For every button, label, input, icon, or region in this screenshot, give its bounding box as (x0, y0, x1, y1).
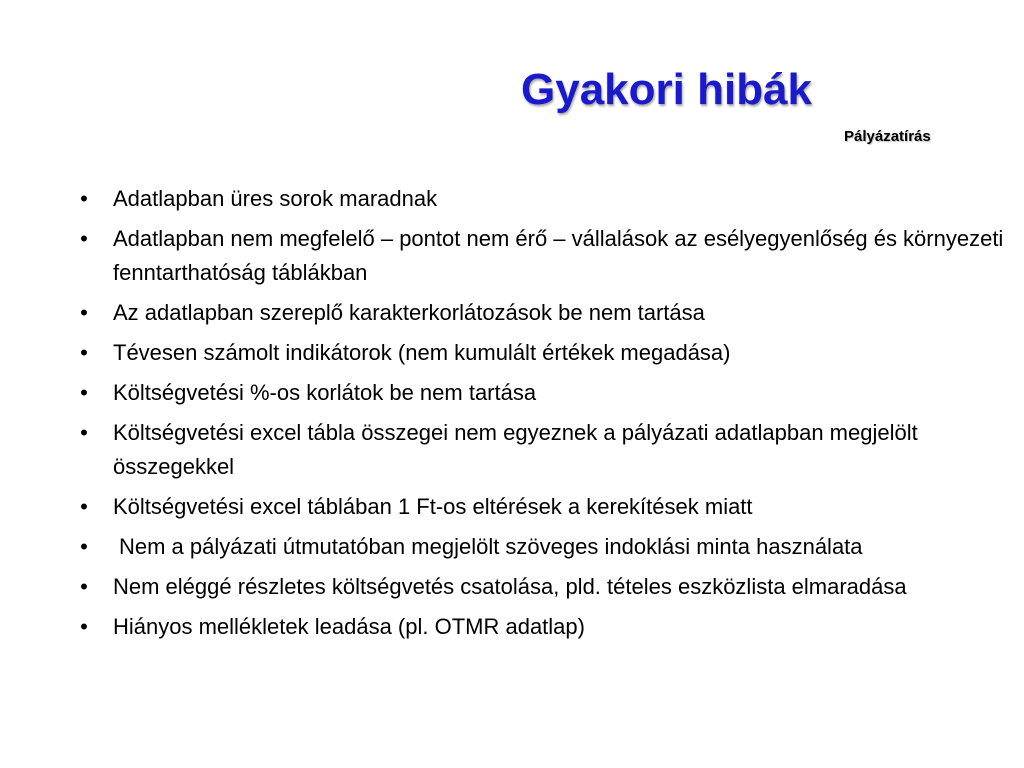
list-item (0, 222, 1024, 290)
list-item (0, 490, 1024, 524)
list-item (0, 182, 1024, 216)
slide-title: Gyakori hibák (521, 65, 813, 114)
bullet-text: Hiányos mellékletek leadása (pl. OTMR adatlap) (113, 614, 585, 639)
bullet-icon: • (80, 614, 88, 639)
list-item (0, 376, 1024, 410)
slide-subtitle: Pályázatírás (844, 128, 931, 145)
bullet-icon: • (80, 226, 88, 251)
list-item (0, 570, 1024, 604)
bullet-icon: • (80, 340, 88, 365)
list-item (0, 530, 1024, 564)
bullet-text: Az adatlapban szereplő karakterkorlátozások be nem tartása (113, 300, 705, 325)
bullet-text: Nem eléggé részletes költségvetés csatolása, pld. tételes eszközlista elmaradása (113, 574, 907, 599)
list-item (0, 416, 1024, 484)
bullet-icon: • (80, 186, 88, 211)
bullet-icon: • (80, 534, 88, 559)
list-item (0, 336, 1024, 370)
bullet-text: Nem a pályázati útmutatóban megjelölt szöveges indoklási minta használata (119, 534, 863, 559)
bullet-icon: • (80, 420, 88, 445)
bullet-text: Adatlapban nem megfelelő – pontot nem érő – vállalások az esélyegyenlőség és környezeti fenntarthatóság táblákban (113, 226, 1004, 285)
bullet-list (0, 182, 1024, 650)
bullet-icon: • (80, 494, 88, 519)
bullet-icon: • (80, 300, 88, 325)
bullet-text: Költségvetési excel táblában 1 Ft-os eltérések a kerekítések miatt (113, 494, 753, 519)
bullet-text: Tévesen számolt indikátorok (nem kumulált értékek megadása) (113, 340, 731, 365)
list-item (0, 610, 1024, 644)
bullet-icon: • (80, 380, 88, 405)
bullet-text: Költségvetési %-os korlátok be nem tartása (113, 380, 537, 405)
bullet-text: Adatlapban üres sorok maradnak (113, 186, 438, 211)
bullet-icon: • (80, 574, 88, 599)
bullet-text: Költségvetési excel tábla összegei nem egyeznek a pályázati adatlapban megjelölt összegekkel (113, 420, 918, 479)
list-item (0, 296, 1024, 330)
